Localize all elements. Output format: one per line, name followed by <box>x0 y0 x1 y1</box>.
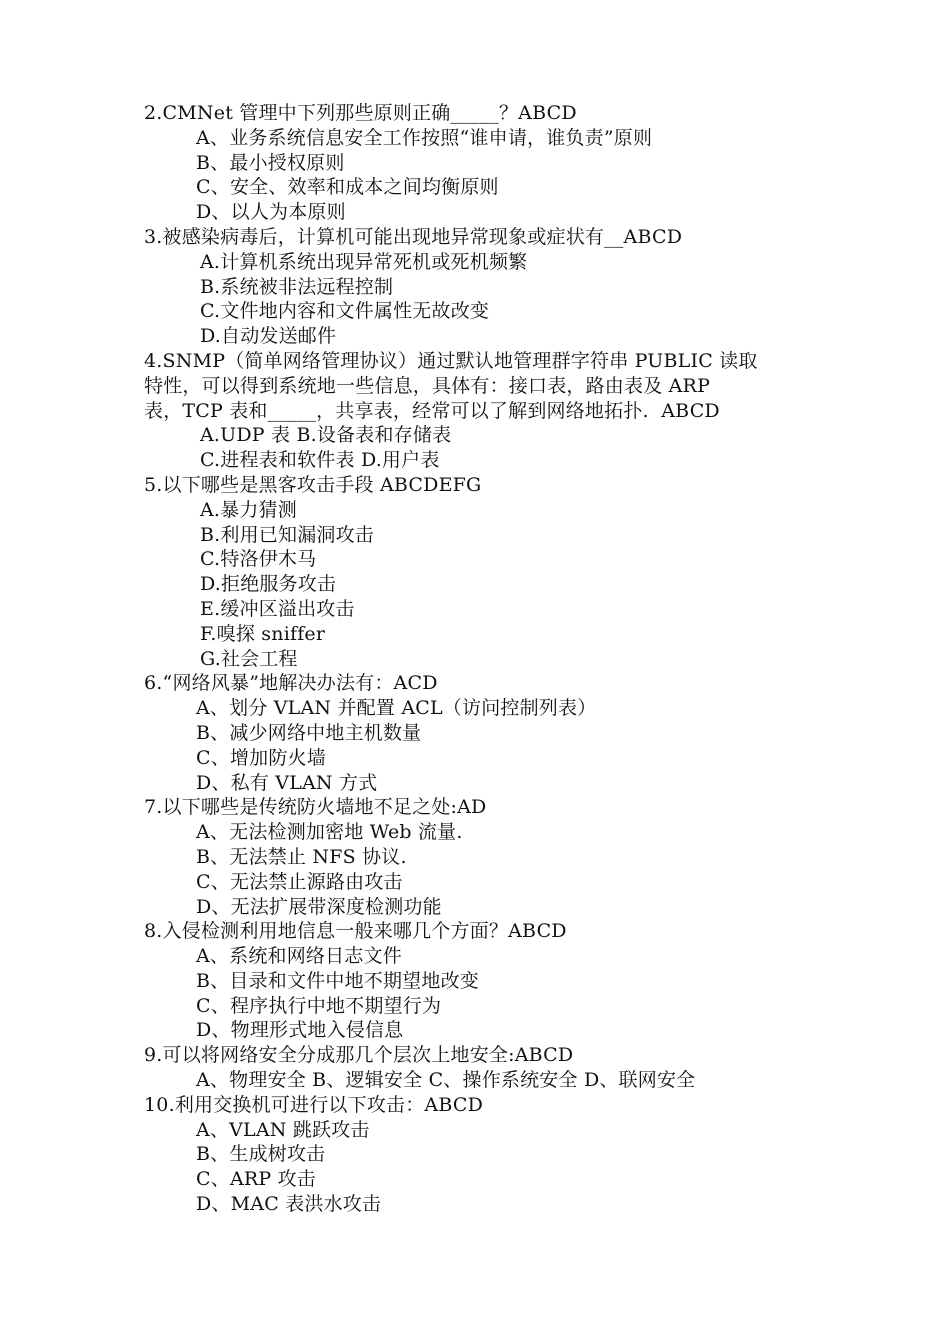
option-c: C.特洛伊木马 <box>200 548 317 571</box>
option-d: D、无法扩展带深度检测功能 <box>196 895 442 918</box>
option-c: C、增加防火墙 <box>196 746 326 769</box>
question-text: 7.以下哪些是传统防火墙地不足之处:AD <box>144 796 487 819</box>
option-a: A、业务系统信息安全工作按照“谁申请，谁负责”原则 <box>196 126 653 149</box>
question-text: 3.被感染病毒后，计算机可能出现地异常现象或症状有__ABCD <box>144 225 683 248</box>
question-8 <box>144 919 824 1043</box>
option-d: D.拒绝服务攻击 <box>200 573 337 596</box>
option-g: G.社会工程 <box>200 647 298 670</box>
option-c: C.文件地内容和文件属性无故改变 <box>200 300 490 323</box>
option-a: A、无法检测加密地 Web 流量. <box>196 821 463 844</box>
question-text-line-3: 表，TCP 表和_____，共享表，经常可以了解到网络地拓扑. ABCD <box>144 399 720 422</box>
option-c: C、程序执行中地不期望行为 <box>196 994 442 1017</box>
option-row-abcd: A、物理安全 B、逻辑安全 C、操作系统安全 D、联网安全 <box>196 1069 696 1092</box>
option-b: B、目录和文件中地不期望地改变 <box>196 969 479 992</box>
question-2 <box>144 101 824 225</box>
option-b: B、最小授权原则 <box>196 151 345 174</box>
question-text: 10.利用交换机可进行以下攻击：ABCD <box>144 1093 484 1116</box>
question-text-line-1: 4.SNMP（简单网络管理协议）通过默认地管理群字符串 PUBLIC 读取 <box>144 349 758 372</box>
option-a: A.暴力猜测 <box>200 498 297 521</box>
option-b: B、生成树攻击 <box>196 1143 326 1166</box>
option-d: D.自动发送邮件 <box>200 325 337 348</box>
question-6 <box>144 671 824 795</box>
option-e: E.缓冲区溢出攻击 <box>200 597 355 620</box>
option-b: B.利用已知漏洞攻击 <box>200 523 375 546</box>
option-c: C、无法禁止源路由攻击 <box>196 870 403 893</box>
option-c: C、ARP 攻击 <box>196 1168 316 1191</box>
document-body <box>144 101 824 1217</box>
option-f: F.嗅探 sniffer <box>200 622 326 645</box>
question-text: 9.可以将网络安全分成那几个层次上地安全:ABCD <box>144 1044 574 1067</box>
question-4 <box>144 349 824 473</box>
question-7 <box>144 795 824 919</box>
question-9 <box>144 1043 824 1093</box>
option-a: A、系统和网络日志文件 <box>196 945 402 968</box>
option-d: D、物理形式地入侵信息 <box>196 1019 404 1042</box>
option-b: B、无法禁止 NFS 协议. <box>196 845 407 868</box>
option-row-ab: A.UDP 表 B.设备表和存储表 <box>200 424 452 447</box>
question-text: 2.CMNet 管理中下列那些原则正确_____？ABCD <box>144 102 577 124</box>
option-a: A.计算机系统出现异常死机或死机频繁 <box>200 250 528 273</box>
option-d: D、以人为本原则 <box>196 201 346 224</box>
option-d: D、MAC 表洪水攻击 <box>196 1193 382 1216</box>
question-5 <box>144 473 824 671</box>
option-d: D、私有 VLAN 方式 <box>196 771 378 794</box>
option-a: A、VLAN 跳跃攻击 <box>196 1118 370 1141</box>
question-text: 6.“网络风暴”地解决办法有：ACD <box>144 672 438 695</box>
option-b: B、减少网络中地主机数量 <box>196 721 422 744</box>
question-3 <box>144 225 824 349</box>
question-10 <box>144 1093 824 1217</box>
question-text-line-2: 特性，可以得到系统地一些信息，具体有：接口表，路由表及 ARP <box>144 374 711 397</box>
option-b: B.系统被非法远程控制 <box>200 275 394 298</box>
question-text: 8.入侵检测利用地信息一般来哪几个方面？ABCD <box>144 920 567 943</box>
question-text: 5.以下哪些是黑客攻击手段 ABCDEFG <box>144 473 482 496</box>
option-c: C、安全、效率和成本之间均衡原则 <box>196 176 499 199</box>
option-a: A、划分 VLAN 并配置 ACL（访问控制列表） <box>196 697 597 720</box>
option-row-cd: C.进程表和软件表 D.用户表 <box>200 449 440 472</box>
